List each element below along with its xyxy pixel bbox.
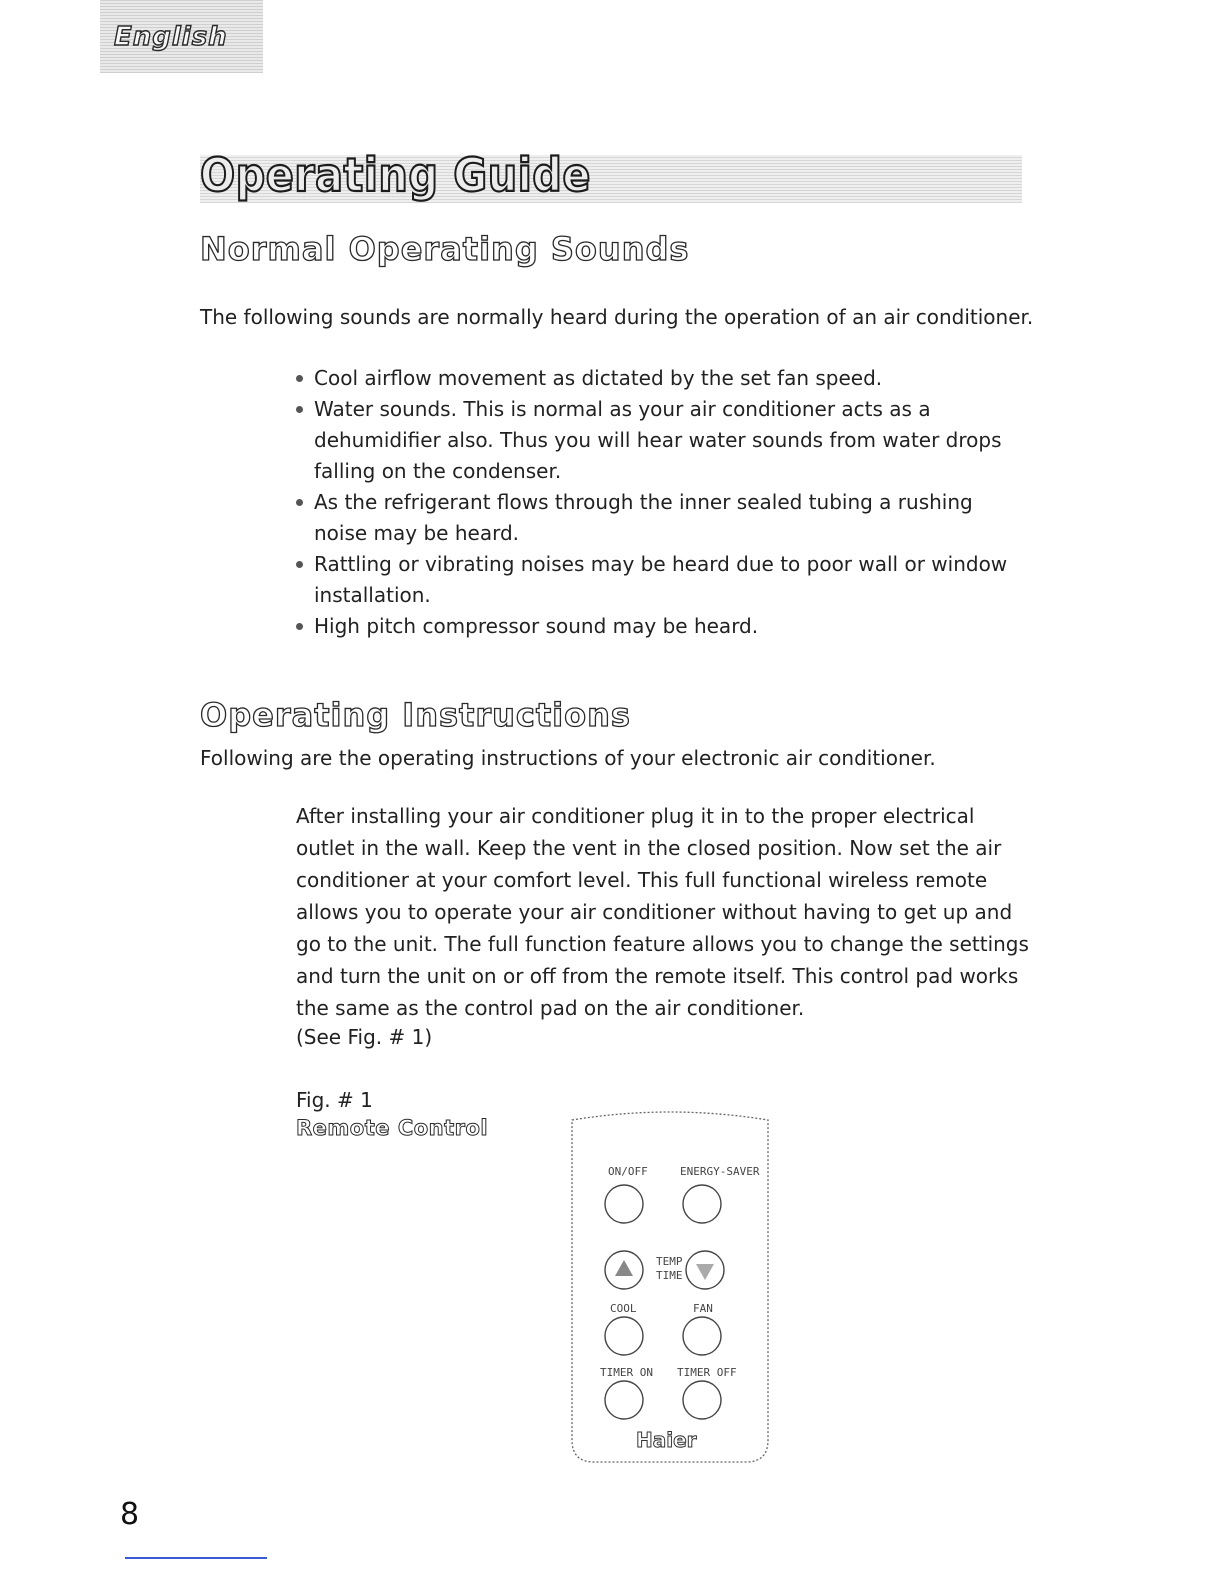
cool-label: COOL: [610, 1302, 637, 1315]
list-item: Cool airflow movement as dictated by the set fan speed.: [296, 363, 1016, 394]
energy-saver-button: [683, 1185, 721, 1223]
list-item: As the refrigerant flows through the inner sealed tubing a rushing noise may be heard.: [296, 487, 1016, 549]
figure-title: Remote Control: [296, 1116, 489, 1140]
arrow-down-icon: [696, 1264, 714, 1280]
timer-on-button: [605, 1381, 643, 1419]
timer-on-label: TIMER ON: [600, 1366, 653, 1379]
sounds-intro: The following sounds are normally heard during the operation of an air conditioner.: [200, 305, 1034, 329]
list-item: Rattling or vibrating noises may be heard due to poor wall or window installation.: [296, 549, 1016, 611]
see-figure-note: (See Fig. # 1): [296, 1025, 433, 1049]
fan-button: [683, 1317, 721, 1355]
timer-off-button: [683, 1381, 721, 1419]
brand-logo: Haier: [636, 1428, 697, 1452]
instructions-heading: Operating Instructions: [200, 696, 631, 734]
list-item: Water sounds. This is normal as your air conditioner acts as a dehumidifier also. Thus you will hear water sounds from water drops falling on the condenser.: [296, 394, 1016, 487]
cool-button: [605, 1317, 643, 1355]
instructions-intro: Following are the operating instructions of your electronic air conditioner.: [200, 746, 936, 770]
timer-off-label: TIMER OFF: [677, 1366, 737, 1379]
fan-label: FAN: [693, 1302, 713, 1315]
language-label: English: [114, 22, 228, 52]
remote-control-illustration: [560, 1110, 780, 1470]
footer-rule: [125, 1557, 267, 1559]
arrow-up-icon: [615, 1260, 633, 1276]
energy-saver-label: ENERGY-SAVER: [680, 1165, 760, 1178]
on-off-button: [605, 1185, 643, 1223]
sounds-list: [296, 363, 1016, 642]
temp-label: TEMP: [656, 1255, 683, 1268]
page-number: 8: [120, 1497, 140, 1532]
sounds-heading: Normal Operating Sounds: [200, 230, 690, 268]
language-tab: [100, 0, 263, 73]
list-item: High pitch compressor sound may be heard.: [296, 611, 1016, 642]
page-title: Operating Guide: [200, 148, 591, 202]
instructions-body: After installing your air conditioner plug it in to the proper electrical outlet in the wall. Keep the vent in the closed position. Now set the air conditioner at your comfort level. This full functional wireless remote allows you to operate your air conditioner without having to get up and go to the unit. The full function feature allows you to change the settings and turn the unit on or off from the remote itself. This control pad works the same as the control pad on the air conditioner.: [296, 804, 1029, 1020]
figure-number: Fig. # 1: [296, 1088, 373, 1112]
on-off-label: ON/OFF: [608, 1165, 648, 1178]
time-label: TIME: [656, 1269, 683, 1282]
